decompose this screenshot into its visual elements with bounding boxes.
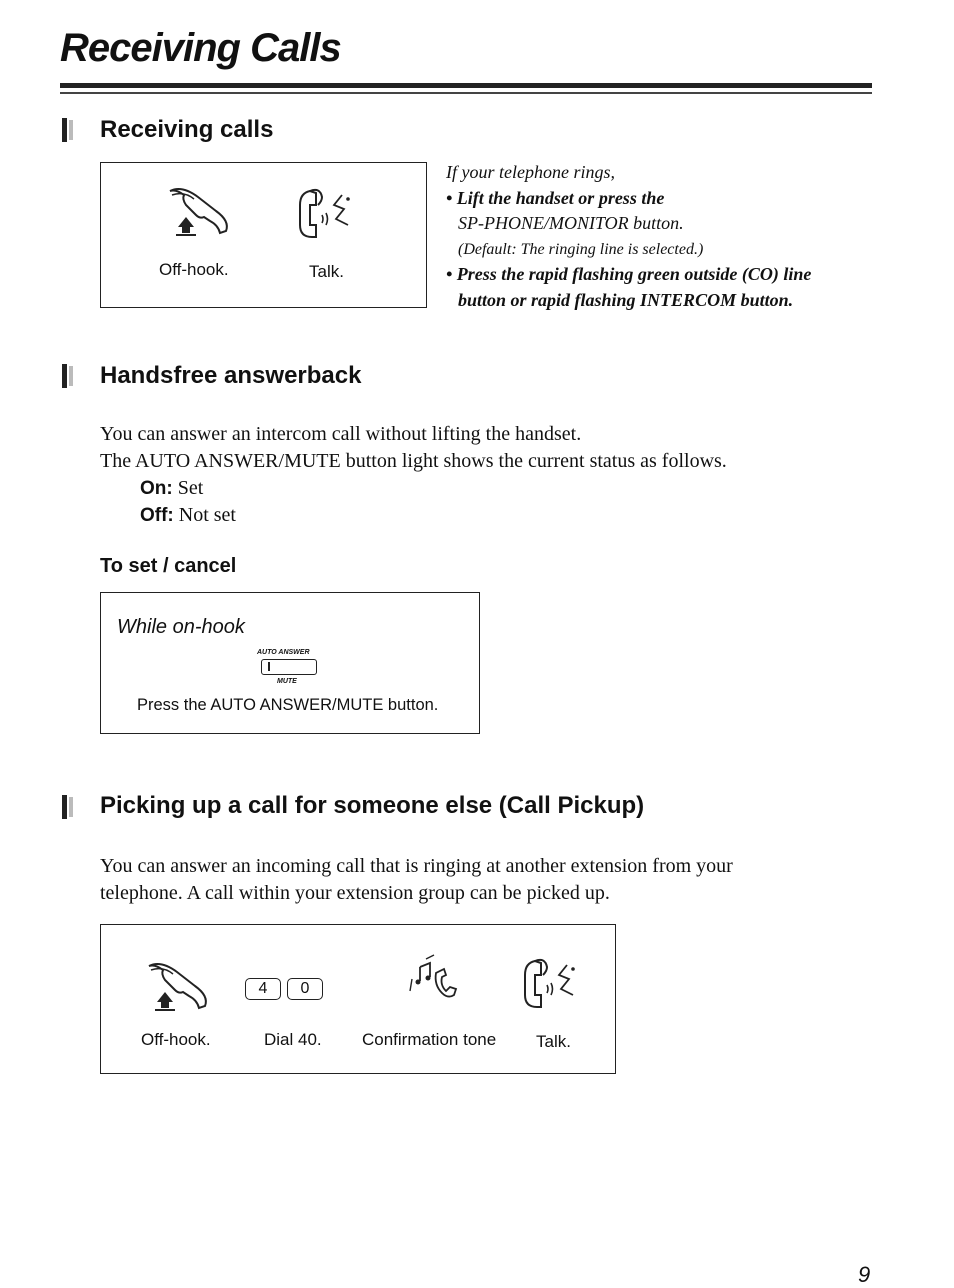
mute-label: MUTE: [277, 678, 297, 685]
page-number: 9: [858, 1262, 871, 1287]
instruction-bullet-press-cont: button or rapid flashing INTERCOM button.: [458, 289, 794, 310]
status-off-label: Off:: [140, 505, 174, 526]
button-indicator: [268, 662, 270, 671]
call-pickup-paragraph: [100, 853, 900, 907]
status-off: [100, 502, 900, 529]
handset-offhook-icon: [164, 183, 234, 237]
auto-answer-mute-button[interactable]: [261, 659, 317, 675]
step-caption-talk: Talk.: [536, 1032, 571, 1051]
dial-key-0[interactable]: 0: [287, 978, 323, 1000]
instruction-bullet-lift-cont: SP-PHONE/MONITOR button.: [458, 213, 684, 233]
instruction-bullet-press: • Press the rapid flashing green outside (CO) line: [446, 264, 812, 284]
step-caption-dial: Dial 40.: [264, 1030, 322, 1049]
handsfree-line2: The AUTO ANSWER/MUTE button light shows the current status as follows.: [100, 450, 727, 472]
press-button-caption: Press the AUTO ANSWER/MUTE button.: [137, 696, 439, 714]
handset-offhook-icon: [143, 958, 213, 1012]
status-off-value: Not set: [178, 504, 236, 526]
dial-key-4[interactable]: 4: [245, 978, 281, 1000]
step-caption-confirmation-tone: Confirmation tone: [362, 1030, 497, 1049]
instructions-intro: If your telephone rings,: [446, 162, 615, 182]
receiving-instructions: [446, 160, 886, 313]
subheading-set-cancel: To set / cancel: [100, 555, 237, 577]
receiving-calls-steps-box: [100, 162, 427, 308]
set-cancel-box: [100, 592, 480, 734]
status-on-label: On:: [140, 478, 173, 499]
call-pickup-steps-box: [100, 924, 616, 1074]
talk-icon: [296, 185, 356, 241]
pickup-line1: You can answer an incoming call that is ringing at another extension from your: [100, 855, 733, 877]
handsfree-line1: You can answer an intercom call without lifting the handset.: [100, 423, 582, 445]
step-caption-offhook: Off-hook.: [141, 1030, 211, 1049]
status-on-value: Set: [177, 477, 204, 499]
title-rule-thin: [60, 92, 872, 94]
auto-answer-label: AUTO ANSWER: [257, 649, 310, 656]
section-marker: [62, 118, 67, 142]
page-title: Receiving Calls: [60, 26, 341, 70]
section-marker: [62, 795, 67, 819]
section-heading-receiving-calls: Receiving calls: [100, 116, 274, 143]
default-note: (Default: The ringing line is selected.): [458, 240, 704, 258]
title-rule: [60, 83, 872, 88]
pickup-line2: telephone. A call within your extension group can be picked up.: [100, 882, 610, 904]
handsfree-paragraph: [100, 421, 900, 529]
instruction-bullet-lift: • Lift the handset or press the: [446, 187, 665, 208]
section-heading-call-pickup: Picking up a call for someone else (Call Pickup): [100, 792, 645, 819]
section-marker: [62, 364, 67, 388]
status-on: [100, 475, 900, 502]
step-caption-talk: Talk.: [309, 262, 344, 281]
state-while-onhook: While on-hook: [117, 616, 245, 638]
confirmation-tone-icon: [406, 953, 462, 1003]
talk-icon: [521, 955, 581, 1011]
dial-keys-group: [245, 978, 323, 1000]
section-heading-handsfree: Handsfree answerback: [100, 362, 362, 389]
step-caption-offhook: Off-hook.: [159, 260, 229, 279]
